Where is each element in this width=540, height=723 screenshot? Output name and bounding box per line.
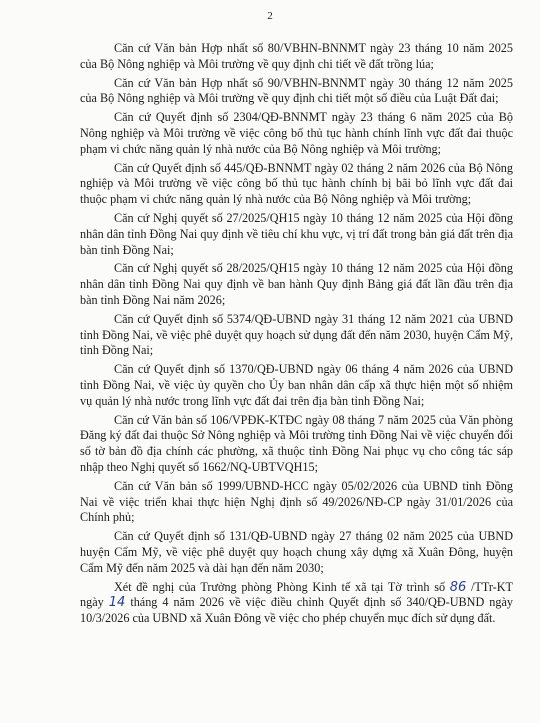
proposal-paragraph — [80, 580, 513, 627]
legal-basis-paragraph: Căn cứ Nghị quyết số 27/2025/QH15 ngày 10 tháng 12 năm 2025 của Hội đồng nhân dân tỉnh Đồng Nai quy định về tiêu chí khu vực, vị trí đất trong bản giá đất trên địa bàn tỉnh Đồng Nai; — [80, 210, 513, 257]
legal-basis-paragraph: Căn cứ Quyết định số 445/QĐ-BNNMT ngày 02 tháng 2 năm 2026 của Bộ Nông nghiệp và Môi trường về việc công bố thủ tục hành chính bị bãi bỏ lĩnh vực đất đai thuộc phạm vi chức năng quản lý nhà nước của Bộ Nông nghiệp và Môi trường; — [80, 160, 513, 207]
legal-basis-paragraph: Căn cứ Văn bản Hợp nhất số 80/VBHN-BNNMT ngày 23 tháng 10 năm 2025 của Bộ Nông nghiệp và Môi trường về quy định chi tiết về đất trồng lúa; — [80, 41, 513, 71]
legal-basis-paragraph: Căn cứ Văn bản số 1999/UBND-HCC ngày 05/02/2026 của UBND tỉnh Đồng Nai về việc triển khai thực hiện Nghị định số 49/2026/NĐ-CP ngày 31/01/2026 của Chính phủ; — [80, 478, 513, 525]
page-number: 2 — [267, 10, 273, 22]
proposal-text-start: Xét đề nghị của Trưởng phòng Phòng Kinh tế xã tại Tờ trình số — [114, 579, 450, 594]
legal-basis-paragraph: Căn cứ Quyết định số 2304/QĐ-BNNMT ngày 23 tháng 6 năm 2025 của Bộ Nông nghiệp và Môi trường về việc công bố thủ tục hành chính lĩnh vực đất đai thuộc phạm vi chức năng quản lý nhà nước của Bộ Nông nghiệp và Môi trường; — [80, 110, 513, 156]
legal-basis-paragraph: Căn cứ Quyết định số 5374/QĐ-UBND ngày 31 tháng 12 năm 2021 của UBND tỉnh Đồng Nai, về việc phê duyệt quy hoạch sử dụng đất đến năm 2030, huyện Cẩm Mỹ, tỉnh Đồng Nai; — [80, 311, 513, 358]
handwritten-report-day: 14 — [108, 595, 126, 611]
proposal-text-end: tháng 4 năm 2026 về việc điều chỉnh Quyết định số 340/QĐ-UBND ngày 10/3/2026 của UBND xã Xuân Đông về việc cho phép chuyển mục đích sử dụng đất. — [80, 595, 513, 626]
proposal-text-middle: /TTr-KT ngày — [80, 579, 513, 610]
legal-basis-paragraph: Căn cứ Nghị quyết số 28/2025/QH15 ngày 10 tháng 12 năm 2025 của Hội đồng nhân dân tỉnh Đồng Nai quy định về ban hành Quy định Bảng giá đất lần đầu trên địa bàn tỉnh Đồng Nai năm 2026; — [80, 261, 513, 307]
legal-basis-paragraph: Căn cứ Quyết định số 1370/QĐ-UBND ngày 06 tháng 4 năm 2026 của UBND tỉnh Đồng Nai, về việc ủy quyền cho Ủy ban nhân dân cấp xã thực hiện một số nhiệm vụ quản lý nhà nước trong lĩnh vực đất đai trên địa bàn tỉnh Đồng Nai; — [80, 362, 513, 408]
legal-basis-paragraph: Căn cứ Văn bản số 106/VPĐK-KTĐC ngày 08 tháng 7 năm 2025 của Văn phòng Đăng ký đất đai thuộc Sở Nông nghiệp và Môi trường tỉnh Đồng Nai về việc chuyển đổi số tờ bản đồ địa chính các phường, xã thuộc tỉnh Đồng Nai phục vụ cho công tác sáp nhập theo Nghị quyết số 1662/NQ-UBTVQH15; — [80, 412, 513, 474]
document-body — [80, 41, 513, 627]
legal-basis-paragraph: Căn cứ Quyết định số 131/QĐ-UBND ngày 27 tháng 02 năm 2025 của UBND huyện Cẩm Mỹ, về việc phê duyệt quy hoạch chung xây dựng xã Xuân Đông, huyện Cẩm Mỹ đến năm 2025 và dài hạn đến năm 2030; — [80, 529, 513, 575]
legal-basis-paragraph: Căn cứ Văn bản Hợp nhất số 90/VBHN-BNNMT ngày 30 tháng 12 năm 2025 của Bộ Nông nghiệp và Môi trường về quy định chi tiết một số điều của Luật Đất đai; — [80, 75, 513, 106]
handwritten-report-number: 86 — [449, 579, 467, 595]
